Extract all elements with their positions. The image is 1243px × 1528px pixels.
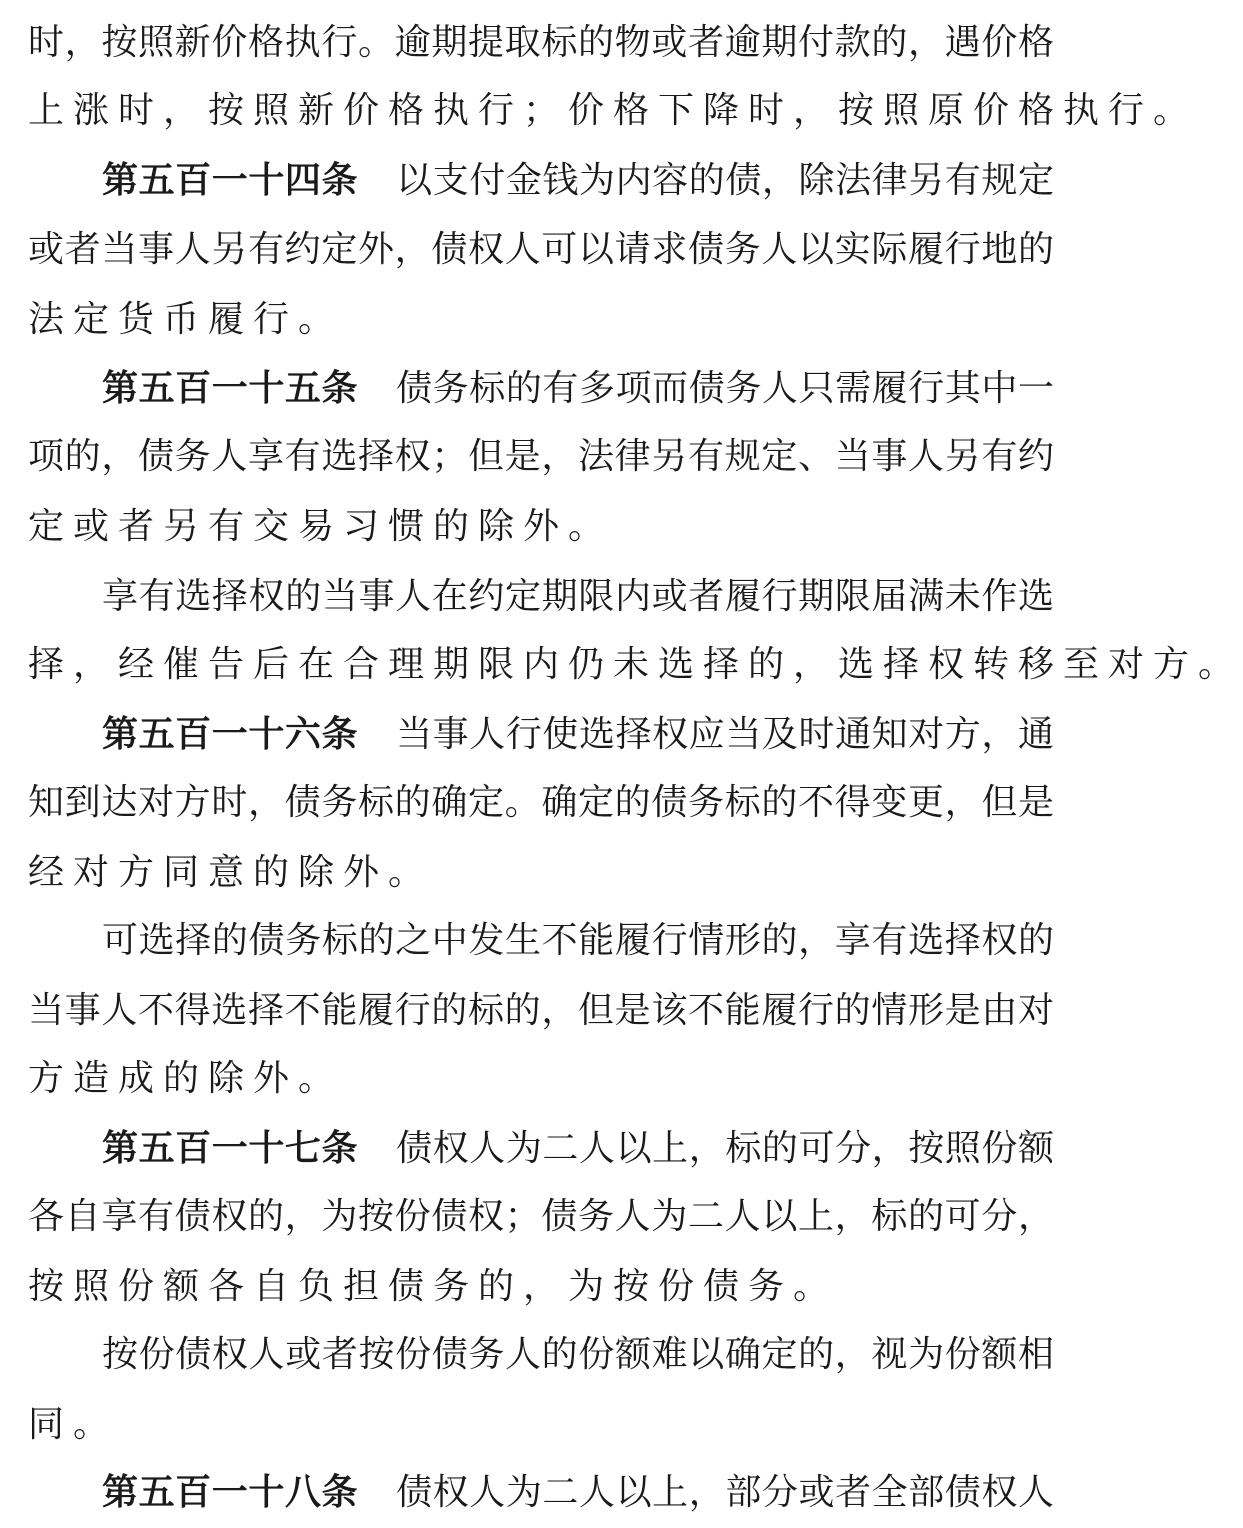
text-line: 按份债权人或者按份债务人的份额难以确定的，视为份额相 (102, 1334, 1054, 1375)
text-line: 可选择的债务标的之中发生不能履行情形的，享有选择权的 (102, 920, 1054, 961)
text-line: 或者当事人另有约定外，债权人可以请求债务人以实际履行地的 (28, 229, 1054, 270)
article-515-line (28, 364, 1054, 414)
text-line: 项的，债务人享有选择权；但是，法律另有规定、当事人另有约 (28, 436, 1054, 477)
text-line: 知到达对方时，债务标的确定。确定的债务标的不得变更，但是 (28, 782, 1054, 823)
article-text: 债权人为二人以上，部分或者全部债权人 (396, 1472, 1054, 1513)
article-text: 债权人为二人以上，标的可分，按照份额 (396, 1128, 1054, 1169)
text-line: 按照份额各自负担债务的，为按份债务。 (28, 1266, 839, 1307)
article-text: 当事人行使选择权应当及时通知对方，通 (396, 714, 1054, 755)
text-line: 各自享有债权的，为按份债权；债务人为二人以上，标的可分， (28, 1196, 1054, 1237)
article-number: 第五百一十七条 (102, 1128, 359, 1169)
article-number: 第五百一十五条 (102, 368, 359, 409)
article-number: 第五百一十八条 (102, 1472, 359, 1513)
text-line: 享有选择权的当事人在约定期限内或者履行期限届满未作选 (102, 576, 1054, 617)
text-line: 择，经催告后在合理期限内仍未选择的，选择权转移至对方。 (28, 644, 1243, 685)
text-line: 经对方同意的除外。 (28, 852, 434, 893)
article-number: 第五百一十四条 (102, 160, 359, 201)
text-line: 当事人不得选择不能履行的标的，但是该不能履行的情形是由对 (28, 990, 1054, 1031)
article-text: 债务标的有多项而债务人只需履行其中一 (396, 368, 1054, 409)
article-514-line (28, 156, 1054, 206)
article-text: 以支付金钱为内容的债，除法律另有规定 (396, 160, 1054, 201)
text-line: 上涨时，按照新价格执行；价格下降时，按照原价格执行。 (28, 90, 1199, 131)
text-line: 同。 (28, 1404, 119, 1445)
text-line: 方造成的除外。 (28, 1058, 344, 1099)
article-518-line (28, 1468, 1054, 1518)
text-line: 时，按照新价格执行。逾期提取标的物或者逾期付款的，遇价格 (28, 22, 1054, 63)
text-line: 定或者另有交易习惯的除外。 (28, 506, 614, 547)
article-516-line (28, 710, 1054, 760)
article-517-line (28, 1124, 1054, 1174)
article-number: 第五百一十六条 (102, 714, 359, 755)
text-line: 法定货币履行。 (28, 299, 344, 340)
document-page (28, 0, 1243, 1528)
